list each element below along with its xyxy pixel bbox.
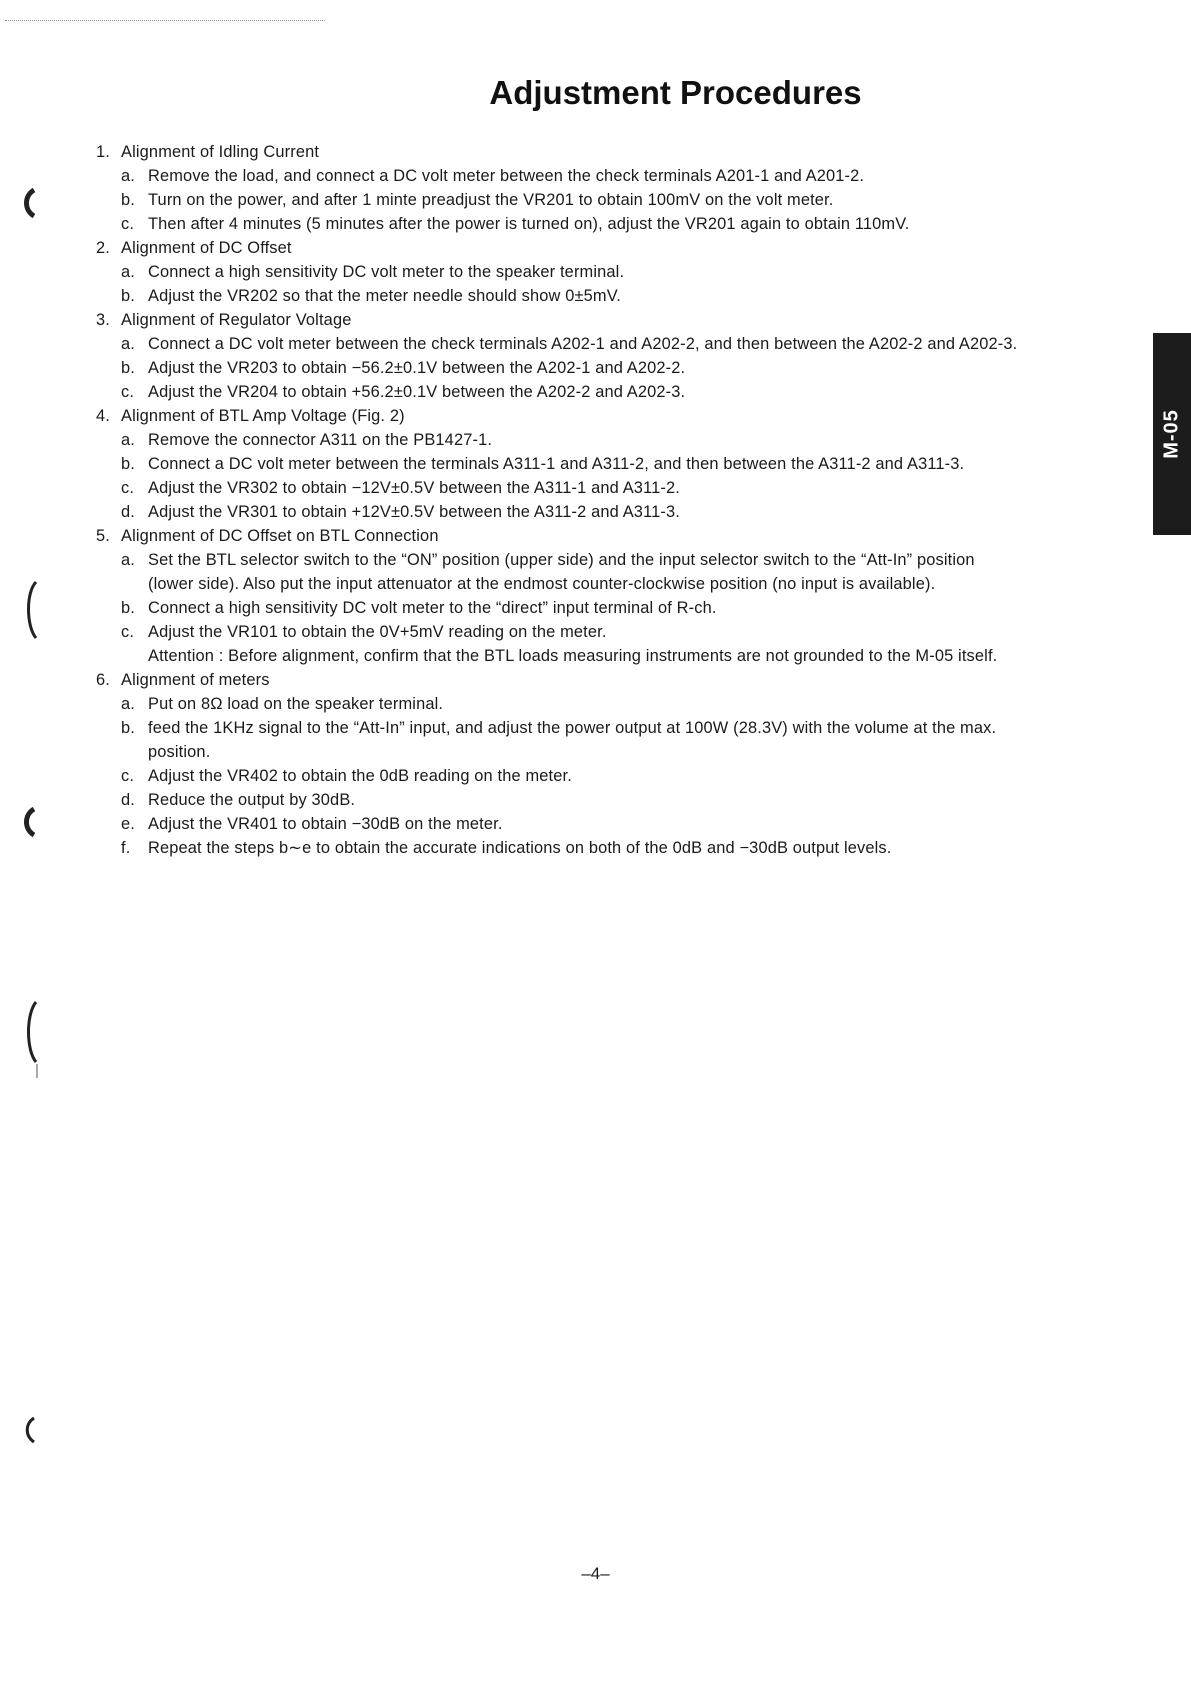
step-text: Adjust the VR202 so that the meter needle should show 0±5mV. [148, 287, 621, 305]
step-item [96, 620, 1086, 644]
section-number: 1. [96, 143, 110, 161]
step-item [96, 164, 1086, 188]
step-text: Adjust the VR302 to obtain −12V±0.5V between the A311-1 and A311-2. [148, 479, 680, 497]
step-letter: d. [121, 503, 135, 521]
binder-hole-mark [20, 1415, 38, 1451]
scan-artifact-line [5, 20, 325, 21]
step-letter: a. [121, 335, 135, 353]
step-letter: a. [121, 695, 135, 713]
step-letter: d. [121, 791, 135, 809]
step-item [96, 356, 1086, 380]
step-item [96, 836, 1086, 860]
step-item [96, 716, 1086, 764]
step-item [96, 548, 1086, 596]
step-letter: c. [121, 767, 135, 785]
step-letter: b. [121, 287, 135, 305]
step-item [96, 380, 1086, 404]
step-text: Adjust the VR203 to obtain −56.2±0.1V between the A202-1 and A202-2. [148, 359, 686, 377]
step-item [96, 500, 1086, 524]
section-dc-offset [96, 236, 1086, 308]
step-item [96, 212, 1086, 236]
section-number: 6. [96, 671, 110, 689]
step-text: Remove the load, and connect a DC volt meter between the check terminals A201-1 and A201-2. [148, 167, 865, 185]
step-text: Adjust the VR401 to obtain −30dB on the meter. [148, 815, 503, 833]
section-number: 5. [96, 527, 110, 545]
section-title: Alignment of meters [121, 671, 270, 689]
step-letter: a. [121, 431, 135, 449]
side-tab [1153, 333, 1191, 535]
binder-hole-mark [20, 186, 38, 226]
step-item [96, 428, 1086, 452]
binder-hole-mark [20, 1000, 38, 1086]
step-text: Connect a DC volt meter between the terminals A311-1 and A311-2, and then between the A311-2 and A311-3. [148, 455, 965, 473]
section-number: 4. [96, 407, 110, 425]
step-text: Connect a high sensitivity DC volt meter to the speaker terminal. [148, 263, 625, 281]
step-item [96, 596, 1086, 620]
step-text: Set the BTL selector switch to the “ON” position (upper side) and the input selector switch to the “Att-In” position (lower side). Also put the input attenuator at the endmost counter-clockwise position (no input is available). [148, 551, 975, 593]
step-text: Put on 8Ω load on the speaker terminal. [148, 695, 444, 713]
section-title: Alignment of Regulator Voltage [121, 311, 352, 329]
procedure-list [96, 140, 1086, 860]
step-text: feed the 1KHz signal to the “Att-In” input, and adjust the power output at 100W (28.3V) with the volume at the max. position. [148, 719, 997, 761]
side-tab-label: M-05 [1160, 409, 1183, 459]
section-title: Alignment of DC Offset on BTL Connection [121, 527, 439, 545]
step-text: Remove the connector A311 on the PB1427-1. [148, 431, 493, 449]
step-letter: b. [121, 455, 135, 473]
step-letter: c. [121, 479, 135, 497]
section-number: 3. [96, 311, 110, 329]
step-item [96, 476, 1086, 500]
section-number: 2. [96, 239, 110, 257]
section-title: Alignment of DC Offset [121, 239, 292, 257]
section-meters [96, 668, 1086, 860]
binder-hole-mark [20, 805, 38, 845]
step-letter: b. [121, 719, 135, 737]
page-title: Adjustment Procedures [489, 74, 862, 111]
step-letter: b. [121, 599, 135, 617]
section-title: Alignment of Idling Current [121, 143, 320, 161]
step-letter: f. [121, 839, 131, 857]
step-item [96, 764, 1086, 788]
step-item [96, 260, 1086, 284]
step-letter: a. [121, 551, 135, 569]
step-letter: e. [121, 815, 135, 833]
step-item [96, 332, 1086, 356]
step-text: Reduce the output by 30dB. [148, 791, 356, 809]
step-letter: c. [121, 623, 135, 641]
step-item [96, 284, 1086, 308]
section-btl-dc-offset [96, 524, 1086, 668]
step-item [96, 692, 1086, 716]
step-letter: a. [121, 167, 135, 185]
step-item [96, 452, 1086, 476]
section-idling-current [96, 140, 1086, 236]
section-regulator-voltage [96, 308, 1086, 404]
step-text: Then after 4 minutes (5 minutes after the power is turned on), adjust the VR201 again to obtain 110mV. [148, 215, 910, 233]
step-letter: c. [121, 215, 135, 233]
attention-note: Attention : Before alignment, confirm that the BTL loads measuring instruments are not grounded to the M-05 itself. [148, 647, 998, 665]
step-letter: b. [121, 191, 135, 209]
step-text: Turn on the power, and after 1 minte preadjust the VR201 to obtain 100mV on the volt meter. [148, 191, 834, 209]
step-item [96, 188, 1086, 212]
section-title: Alignment of BTL Amp Voltage (Fig. 2) [121, 407, 405, 425]
step-text: Adjust the VR402 to obtain the 0dB reading on the meter. [148, 767, 572, 785]
step-text: Connect a DC volt meter between the check terminals A202-1 and A202-2, and then between the A202-2 and A202-3. [148, 335, 1018, 353]
step-text: Connect a high sensitivity DC volt meter to the “direct” input terminal of R-ch. [148, 599, 717, 617]
page-number: –4– [581, 1564, 610, 1583]
binder-hole-mark [20, 580, 38, 646]
step-text: Adjust the VR301 to obtain +12V±0.5V between the A311-2 and A311-3. [148, 503, 680, 521]
step-text: Adjust the VR101 to obtain the 0V+5mV reading on the meter. [148, 623, 607, 641]
step-letter: c. [121, 383, 135, 401]
step-text: Adjust the VR204 to obtain +56.2±0.1V between the A202-2 and A202-3. [148, 383, 686, 401]
section-btl-amp-voltage [96, 404, 1086, 524]
step-item [96, 788, 1086, 812]
step-letter: a. [121, 263, 135, 281]
step-item [96, 812, 1086, 836]
step-text: Repeat the steps b∼e to obtain the accurate indications on both of the 0dB and −30dB output levels. [148, 839, 892, 857]
step-letter: b. [121, 359, 135, 377]
